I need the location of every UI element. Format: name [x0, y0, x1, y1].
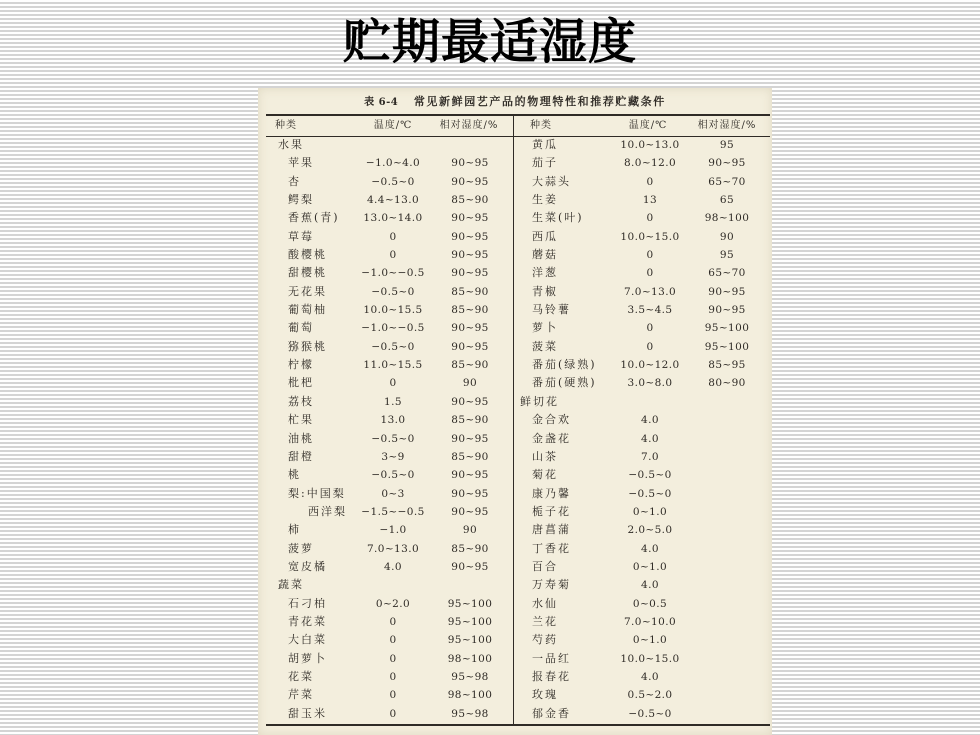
species-name: 枇杷: [288, 376, 314, 390]
humidity-value: 95~100: [704, 322, 750, 335]
temperature-value: 1.5: [384, 395, 402, 408]
species-name: 报春花: [532, 669, 571, 683]
species-name: 西洋梨: [308, 504, 347, 518]
species-name: 石刁柏: [288, 596, 327, 610]
header-species-right: 种类: [530, 120, 552, 131]
temperature-value: 10.0~15.5: [363, 304, 423, 317]
humidity-value: 80~90: [708, 377, 746, 390]
humidity-value: 95: [719, 139, 735, 151]
temperature-value: 10.0~15.0: [620, 652, 680, 665]
species-name: 青花菜: [288, 614, 327, 628]
temperature-value: 0: [646, 340, 654, 353]
species-name: 苹果: [288, 156, 314, 170]
table-row: [258, 448, 772, 466]
section-header: 水果: [278, 138, 304, 151]
temperature-value: 3~9: [381, 450, 405, 463]
humidity-value: 95~98: [451, 670, 489, 683]
species-name: 郁金香: [532, 706, 571, 720]
temperature-value: 13: [642, 194, 658, 207]
table-body: [258, 136, 772, 723]
table-row: [258, 356, 772, 374]
table-number: 表 6-4: [364, 97, 399, 108]
species-name: 万寿菊: [532, 578, 571, 592]
table-rule-bottom: [266, 724, 770, 726]
table-row: [258, 301, 772, 319]
species-name: 玫瑰: [532, 688, 558, 702]
humidity-value: 95~100: [447, 634, 493, 647]
humidity-value: 98~100: [447, 689, 493, 702]
table-row: [258, 521, 772, 539]
species-name: 菊花: [532, 468, 558, 482]
humidity-value: 85~90: [451, 542, 489, 555]
table-row: [258, 668, 772, 686]
temperature-value: 0: [389, 615, 397, 628]
humidity-value: 90~95: [451, 340, 489, 353]
species-name: 猕猴桃: [288, 339, 327, 353]
species-name: 荔枝: [288, 394, 314, 408]
species-name: 草莓: [288, 229, 314, 243]
species-name: 葡萄柚: [288, 303, 327, 317]
humidity-value: 85~90: [451, 285, 489, 298]
temperature-value: 13.0~14.0: [363, 212, 423, 225]
temperature-value: 0: [646, 322, 654, 335]
species-name: 一品红: [532, 651, 571, 665]
slide-title: 贮期最适湿度: [342, 14, 637, 70]
temperature-value: 7.0: [641, 450, 659, 463]
humidity-value: 90~95: [451, 212, 489, 225]
humidity-value: 90~95: [451, 487, 489, 500]
humidity-value: 85~90: [451, 414, 489, 427]
temperature-value: 4.0: [641, 579, 659, 592]
humidity-value: 90~95: [451, 175, 489, 188]
humidity-value: 90~95: [708, 157, 746, 170]
humidity-value: 65: [719, 194, 735, 207]
species-name: 丁香花: [532, 541, 571, 555]
table-row: [258, 228, 772, 246]
temperature-value: 0: [389, 249, 397, 262]
species-name: 柠檬: [288, 358, 314, 372]
table-row: [258, 246, 772, 264]
humidity-value: 90~95: [451, 267, 489, 280]
temperature-value: 0~1.0: [632, 634, 668, 647]
temperature-value: 11.0~15.5: [363, 359, 423, 372]
species-name: 生菜(叶): [532, 211, 584, 225]
temperature-value: 10.0~13.0: [620, 139, 680, 151]
species-name: 甜橙: [288, 449, 314, 463]
species-name: 杏: [288, 174, 301, 188]
temperature-value: 0: [646, 249, 654, 262]
temperature-value: −0.5~0: [628, 707, 672, 720]
species-name: 洋葱: [532, 266, 558, 280]
species-name: 栀子花: [532, 504, 571, 518]
table-row: [258, 558, 772, 576]
temperature-value: −0.5~0: [628, 469, 672, 482]
temperature-value: 0.5~2.0: [627, 689, 673, 702]
humidity-value: 90~95: [451, 157, 489, 170]
species-name: 番茄(绿熟): [532, 358, 597, 372]
temperature-value: 8.0~12.0: [623, 157, 677, 170]
table-row: [258, 466, 772, 484]
temperature-value: −1.0~−0.5: [361, 322, 425, 335]
table-row: [258, 319, 772, 337]
header-humidity-left: 相对湿度/%: [439, 120, 499, 131]
humidity-value: 90: [462, 524, 478, 537]
table-row: [258, 540, 772, 558]
table-row: [258, 595, 772, 613]
humidity-value: 65~70: [708, 175, 746, 188]
humidity-value: 85~90: [451, 194, 489, 207]
temperature-value: 0: [389, 634, 397, 647]
table-row: [258, 613, 772, 631]
temperature-value: −1.0~4.0: [365, 157, 421, 170]
species-name: 宽皮橘: [288, 559, 327, 573]
temperature-value: 10.0~12.0: [620, 359, 680, 372]
temperature-value: −1.0: [379, 524, 407, 537]
species-name: 香蕉(青): [288, 211, 340, 225]
humidity-value: 85~90: [451, 450, 489, 463]
temperature-value: 7.0~13.0: [623, 285, 677, 298]
table-row: [258, 705, 772, 723]
table-row: [258, 209, 772, 227]
temperature-value: −0.5~0: [371, 432, 415, 445]
humidity-value: 90~95: [708, 304, 746, 317]
temperature-value: 0: [389, 377, 397, 390]
species-name: 梨:中国梨: [288, 486, 346, 500]
species-name: 杧果: [288, 413, 314, 427]
header-temperature-right: 温度/℃: [628, 120, 668, 131]
temperature-value: 4.0: [641, 542, 659, 555]
species-name: 黄瓜: [532, 138, 558, 151]
humidity-value: 90: [462, 377, 478, 390]
humidity-value: 98~100: [704, 212, 750, 225]
species-name: 兰花: [532, 614, 558, 628]
humidity-value: 95~100: [447, 615, 493, 628]
temperature-value: −1.5~−0.5: [361, 505, 425, 518]
temperature-value: −0.5~0: [371, 469, 415, 482]
humidity-value: 90~95: [708, 285, 746, 298]
humidity-value: 90~95: [451, 469, 489, 482]
species-name: 甜樱桃: [288, 266, 327, 280]
humidity-value: 90~95: [451, 249, 489, 262]
species-name: 柿: [288, 523, 301, 537]
temperature-value: 13.0: [380, 414, 406, 427]
temperature-value: 3.5~4.5: [627, 304, 673, 317]
table-row: [258, 264, 772, 282]
species-name: 百合: [532, 559, 558, 573]
species-name: 葡萄: [288, 321, 314, 335]
species-name: 山茶: [532, 449, 558, 463]
species-name: 鳄梨: [288, 193, 314, 207]
temperature-value: 7.0~10.0: [623, 615, 677, 628]
temperature-value: 4.4~13.0: [366, 194, 420, 207]
temperature-value: 4.0: [641, 670, 659, 683]
species-name: 马铃薯: [532, 303, 571, 317]
temperature-value: 7.0~13.0: [366, 542, 420, 555]
table-row: [258, 154, 772, 172]
temperature-value: 0: [646, 212, 654, 225]
temperature-value: 0: [646, 175, 654, 188]
temperature-value: 4.0: [641, 414, 659, 427]
table-row: [258, 191, 772, 209]
section-header: 鲜切花: [520, 394, 559, 408]
temperature-value: 0: [389, 707, 397, 720]
temperature-value: −0.5~0: [371, 175, 415, 188]
temperature-value: 0: [389, 670, 397, 683]
humidity-value: 85~95: [708, 359, 746, 372]
species-name: 金盏花: [532, 431, 571, 445]
species-name: 芹菜: [288, 688, 314, 702]
species-name: 大白菜: [288, 633, 327, 647]
table-caption: [258, 92, 772, 108]
humidity-value: 90~95: [451, 230, 489, 243]
humidity-value: 85~90: [451, 359, 489, 372]
humidity-value: 65~70: [708, 267, 746, 280]
temperature-value: −0.5~0: [371, 340, 415, 353]
table-row: [258, 686, 772, 704]
humidity-value: 90~95: [451, 505, 489, 518]
table-row: [258, 338, 772, 356]
species-name: 菠萝: [288, 541, 314, 555]
temperature-value: 0~3: [381, 487, 405, 500]
species-name: 生姜: [532, 193, 558, 207]
species-name: 西瓜: [532, 229, 558, 243]
species-name: 无花果: [288, 284, 327, 298]
temperature-value: 0: [646, 267, 654, 280]
species-name: 甜玉米: [288, 706, 327, 720]
temperature-value: 0: [389, 689, 397, 702]
humidity-value: 95~98: [451, 707, 489, 720]
species-name: 金合欢: [532, 413, 571, 427]
temperature-value: −0.5~0: [628, 487, 672, 500]
table-row: [258, 576, 772, 594]
humidity-value: 90~95: [451, 322, 489, 335]
species-name: 萝卜: [532, 321, 558, 335]
species-name: 菠菜: [532, 339, 558, 353]
temperature-value: 2.0~5.0: [627, 524, 673, 537]
humidity-value: 95~100: [704, 340, 750, 353]
species-name: 蘑菇: [532, 248, 558, 262]
species-name: 油桃: [288, 431, 314, 445]
temperature-value: 0: [389, 230, 397, 243]
temperature-value: 3.0~8.0: [627, 377, 673, 390]
species-name: 水仙: [532, 596, 558, 610]
species-name: 青椒: [532, 284, 558, 298]
species-name: 大蒜头: [532, 174, 571, 188]
species-name: 康乃馨: [532, 486, 571, 500]
table-row: [258, 430, 772, 448]
temperature-value: 0~0.5: [632, 597, 668, 610]
species-name: 唐菖蒲: [532, 523, 571, 537]
species-name: 茄子: [532, 156, 558, 170]
table-row: [258, 393, 772, 411]
header-species-left: 种类: [275, 120, 297, 131]
species-name: 胡萝卜: [288, 651, 327, 665]
table-row: [258, 485, 772, 503]
header-temperature-left: 温度/℃: [373, 120, 413, 131]
temperature-value: 0: [389, 652, 397, 665]
table-row: [258, 411, 772, 429]
temperature-value: −1.0~−0.5: [361, 267, 425, 280]
temperature-value: 4.0: [641, 432, 659, 445]
species-name: 芍药: [532, 633, 558, 647]
species-name: 花菜: [288, 669, 314, 683]
temperature-value: 4.0: [384, 560, 402, 573]
humidity-value: 90~95: [451, 395, 489, 408]
temperature-value: 10.0~15.0: [620, 230, 680, 243]
table-title: 常见新鲜园艺产品的物理特性和推荐贮藏条件: [413, 95, 666, 108]
table-row: [258, 283, 772, 301]
species-name: 番茄(硬熟): [532, 376, 597, 390]
humidity-value: 95: [719, 249, 735, 262]
humidity-value: 90~95: [451, 560, 489, 573]
temperature-value: 0~1.0: [632, 505, 668, 518]
humidity-value: 90~95: [451, 432, 489, 445]
species-name: 酸樱桃: [288, 248, 327, 262]
table-row: [258, 374, 772, 392]
table-row: [258, 503, 772, 521]
table-row: [258, 650, 772, 668]
section-header: 蔬菜: [278, 578, 304, 592]
species-name: 桃: [288, 468, 301, 482]
humidity-value: 85~90: [451, 304, 489, 317]
humidity-value: 95~100: [447, 597, 493, 610]
table-row: [258, 173, 772, 191]
temperature-value: −0.5~0: [371, 285, 415, 298]
humidity-value: 98~100: [447, 652, 493, 665]
temperature-value: 0~1.0: [632, 560, 668, 573]
table-row: [258, 136, 772, 154]
table-row: [258, 631, 772, 649]
header-humidity-right: 相对湿度/%: [697, 120, 757, 131]
table-scan-image: [258, 88, 772, 735]
humidity-value: 90: [719, 230, 735, 243]
temperature-value: 0~2.0: [375, 597, 411, 610]
